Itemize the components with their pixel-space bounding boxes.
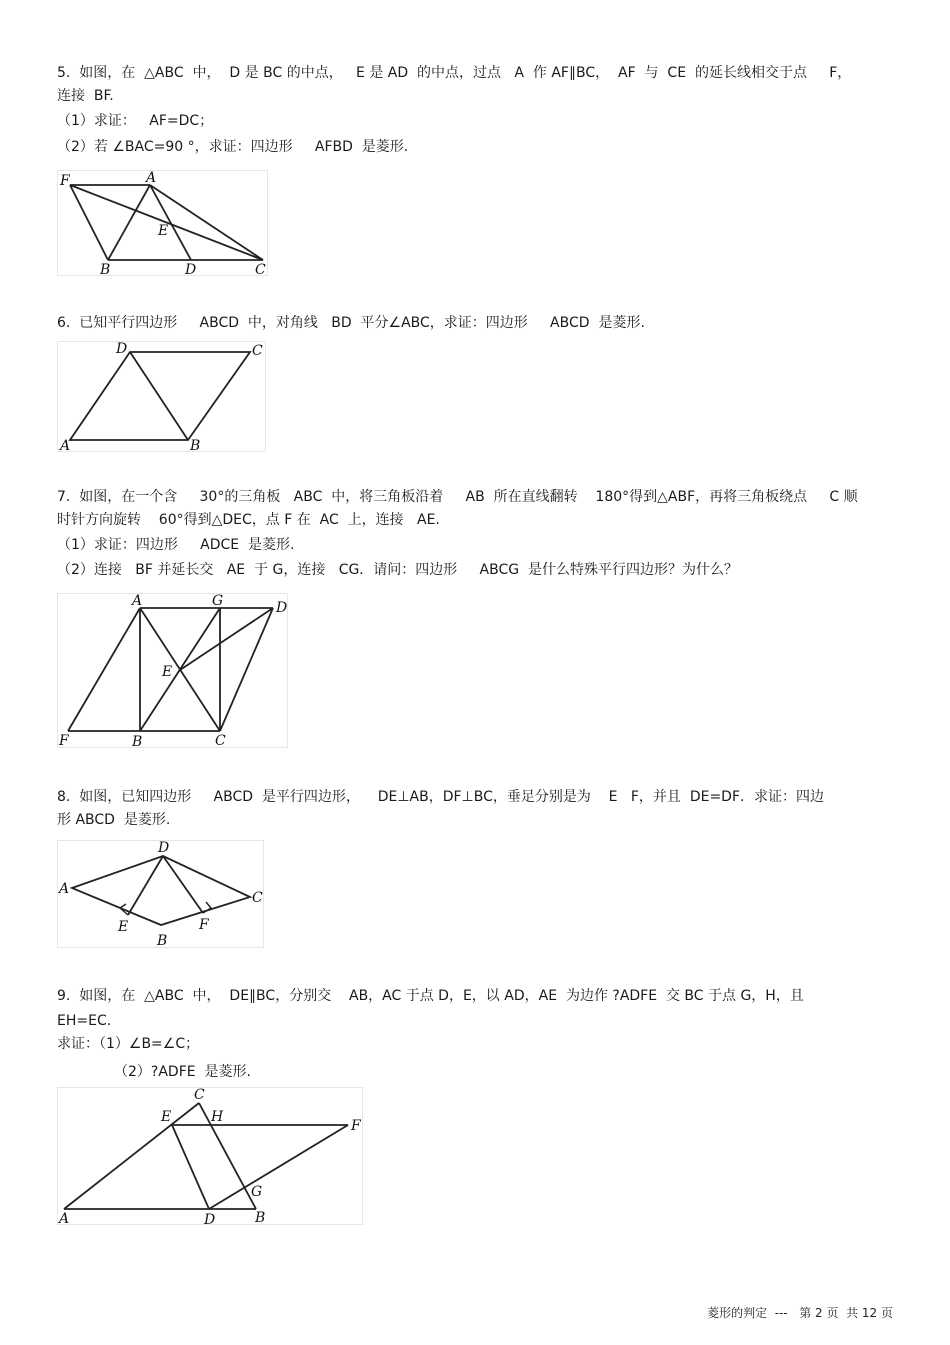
problem-5-part-2: （2）若 ∠BAC=90 °，求证：四边形 AFBD 是菱形. [57,139,409,155]
label-b: B [190,438,201,451]
label-f: F [351,1118,361,1134]
label-a: A [59,881,70,897]
figure-problem-5 [57,170,268,276]
label-e: E [161,1109,172,1125]
label-d: D [204,1212,216,1224]
figure-problem-6 [57,341,266,452]
problem-9-part-2: （2）?ADFE 是菱形. [114,1064,251,1080]
label-a: A [59,1211,70,1224]
segment-de [128,856,163,915]
segment-ab [108,185,150,260]
label-d: D [158,841,170,856]
label-e: E [118,919,129,935]
parallelogram-abcd [72,856,250,925]
label-f: F [199,917,209,933]
problem-7-line-1: 7. 如图，在一个含 30°的三角板 ABC 中，将三角板沿着 AB 所在直线翻转 180°得到△ABF，再将三角板绕点 C 顺 [57,489,858,505]
problem-9-line-1: 9. 如图，在 △ABC 中， DE∥BC，分别交 AB，AC 于点 D，E，以 AD，AE 为边作 ?ADFE 交 BC 于点 G，H，且 [57,988,804,1004]
figure-problem-7 [57,593,288,748]
figure-problem-9 [57,1087,363,1225]
problem-5-line-2: 连接 BF. [57,88,114,104]
label-f: F [59,733,69,747]
label-b: B [100,262,111,275]
problem-6-line-1: 6. 已知平行四边形 ABCD 中，对角线 BD 平分∠ABC，求证：四边形 ABCD 是菱形. [57,315,645,331]
label-a: A [132,594,143,609]
label-h: H [211,1109,224,1125]
label-e: E [162,664,173,680]
problem-8-line-1: 8. 如图，已知四边形 ABCD 是平行四边形， DE⊥AB，DF⊥BC，垂足分别是为 E F，并且 DE=DF．求证：四边 [57,789,825,805]
problem-7-part-2: （2）连接 BF 并延长交 AE 于 G，连接 CG．请问：四边形 ABCG 是什么特殊平行四边形？为什么？ [57,562,739,578]
segment-fa [68,608,140,731]
segment-ac [64,1103,199,1209]
label-c: C [252,890,263,906]
problem-7-line-2: 时针方向旋转 60°得到△DEC，点 F 在 AC 上，连接 AE. [57,512,440,528]
problem-5-line-1: 5. 如图，在 △ABC 中， D 是 BC 的中点， E 是 AD 的中点，过点 A 作 AF∥BC， AF 与 CE 的延长线相交于点 F， [57,65,852,81]
segment-df [209,1125,348,1209]
problem-5-part-1: （1）求证： AF=DC； [57,113,214,129]
label-b: B [255,1210,266,1224]
problem-9-line-2: EH=EC. [57,1013,112,1029]
label-b: B [157,933,168,947]
label-f: F [60,173,70,189]
problem-9-part-1: 求证：（1）∠B=∠C； [57,1036,200,1052]
label-c: C [252,343,263,359]
label-a: A [146,171,157,186]
label-b: B [132,734,143,747]
segment-cb [199,1103,256,1209]
label-d: D [185,262,197,275]
diagonal-bd [130,352,188,440]
label-d: D [116,342,128,357]
segment-fb [70,185,108,260]
label-g: G [251,1184,263,1200]
segment-ad [150,185,191,260]
figure-problem-8 [57,840,264,948]
label-c: C [255,262,266,275]
label-a: A [60,438,71,451]
page-footer: 菱形的判定 --- 第 2 页 共 12 页 [707,1306,893,1320]
segment-ed [172,1125,209,1209]
label-g: G [212,594,224,609]
label-c: C [215,733,226,747]
problem-8-line-2: 形 ABCD 是菱形. [57,812,171,828]
problem-7-part-1: （1）求证：四边形 ADCE 是菱形. [57,537,295,553]
label-c: C [194,1088,205,1103]
label-e: E [158,223,169,239]
label-d: D [276,600,287,616]
